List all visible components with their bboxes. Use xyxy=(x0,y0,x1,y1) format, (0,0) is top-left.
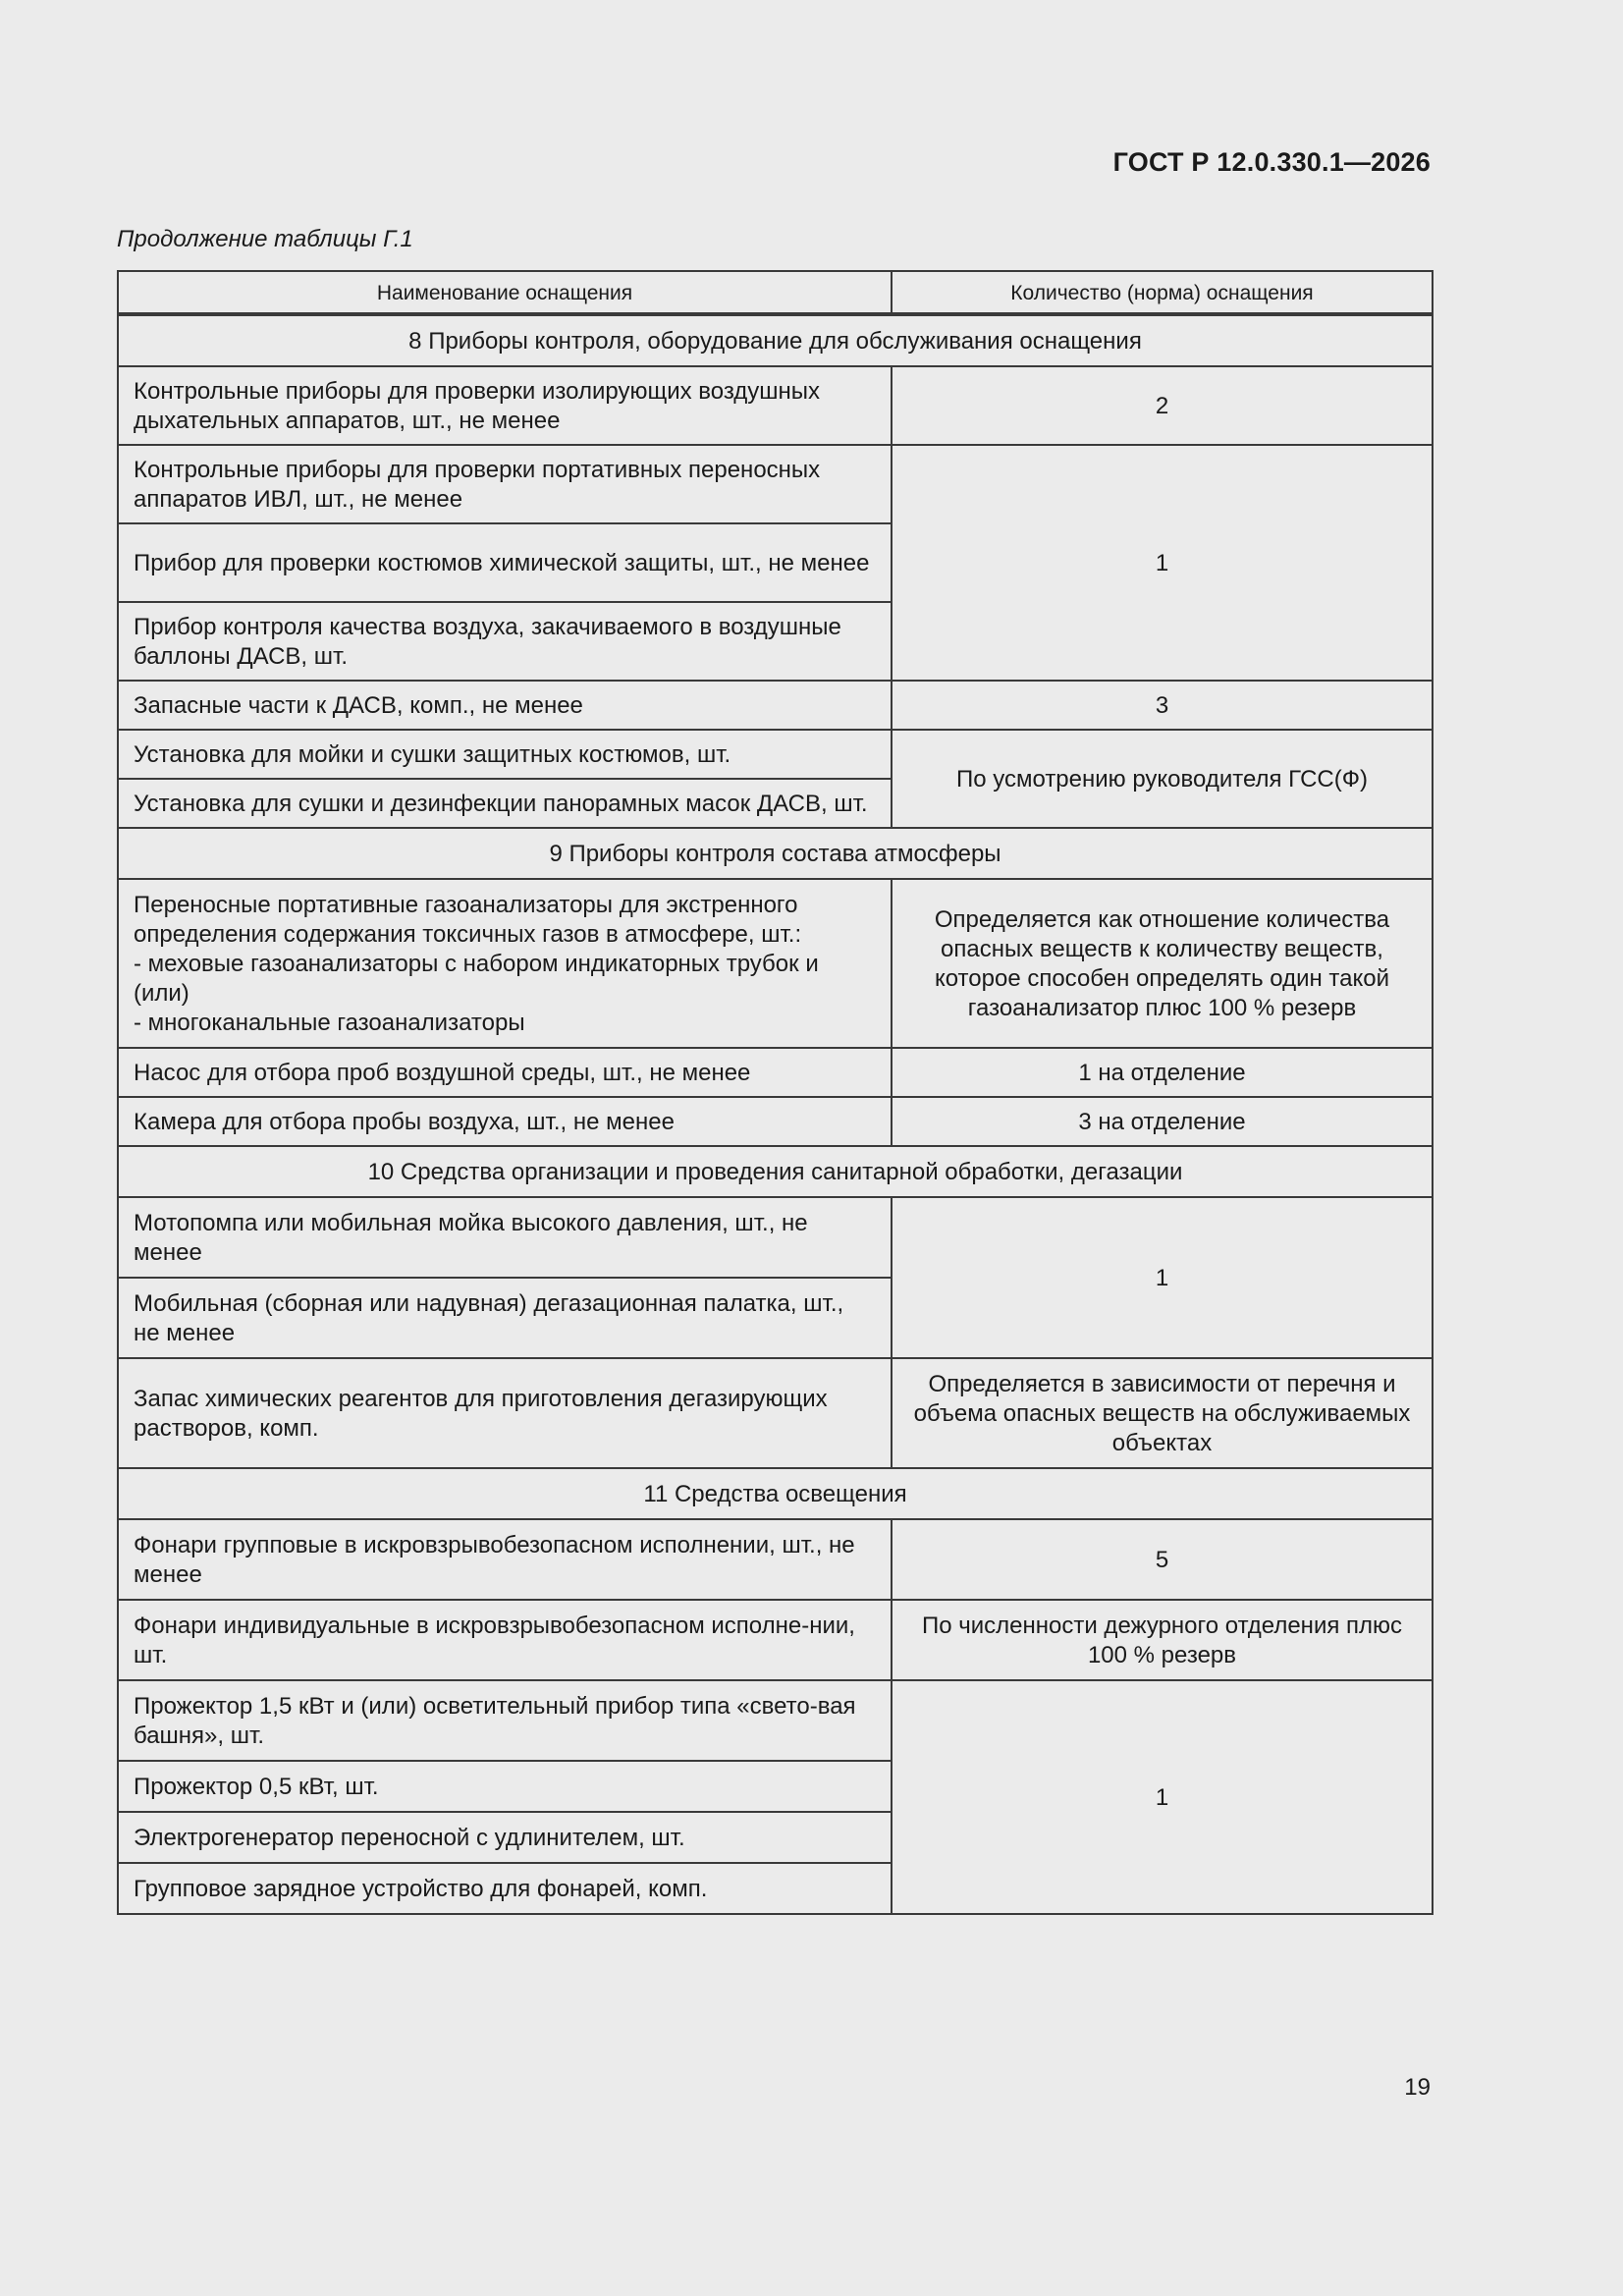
item-name: Запасные части к ДАСВ, комп., не менее xyxy=(118,681,892,730)
section-title: 11 Средства освещения xyxy=(118,1468,1433,1519)
column-header-name: Наименование оснащения xyxy=(118,271,892,313)
item-name: Фонари групповые в искровзрывобезопасном исполнении, шт., не менее xyxy=(118,1519,892,1600)
table-row xyxy=(118,1048,1433,1097)
item-quantity: По численности дежурного отделения плюс 100 % резерв xyxy=(892,1600,1433,1680)
table-row xyxy=(118,1680,1433,1761)
item-quantity: 3 на отделение xyxy=(892,1097,1433,1146)
item-name: Мобильная (сборная или надувная) дегазационная палатка, шт., не менее xyxy=(118,1278,892,1358)
item-quantity: Определяется в зависимости от перечня и объема опасных веществ на обслуживаемых объектах xyxy=(892,1358,1433,1468)
item-quantity: 2 xyxy=(892,366,1433,445)
item-name: Контрольные приборы для проверки портативных переносных аппаратов ИВЛ, шт., не менее xyxy=(118,445,892,523)
table-row xyxy=(118,879,1433,1048)
item-quantity: 1 xyxy=(892,445,1433,681)
item-name: Прожектор 0,5 кВт, шт. xyxy=(118,1761,892,1812)
item-name: Групповое зарядное устройство для фонарей, комп. xyxy=(118,1863,892,1914)
section-title: 10 Средства организации и проведения санитарной обработки, дегазации xyxy=(118,1146,1433,1197)
section-10-row xyxy=(118,1146,1433,1197)
table-row xyxy=(118,1197,1433,1278)
section-title: 9 Приборы контроля состава атмосферы xyxy=(118,828,1433,879)
item-name: Установка для сушки и дезинфекции панорамных масок ДАСВ, шт. xyxy=(118,779,892,828)
item-quantity: 1 xyxy=(892,1680,1433,1914)
item-name: Контрольные приборы для проверки изолирующих воздушных дыхательных аппаратов, шт., не менее xyxy=(118,366,892,445)
table-row xyxy=(118,445,1433,523)
item-name-line: Переносные портативные газоанализаторы для экстренного определения содержания токсичных газов в атмосфере, шт.: xyxy=(134,891,802,948)
section-9-row xyxy=(118,828,1433,879)
item-name-bullet: - меховые газоанализаторы с набором индикаторных трубок и (или) xyxy=(134,950,819,1007)
table-row xyxy=(118,681,1433,730)
section-11-row xyxy=(118,1468,1433,1519)
item-quantity: Определяется как отношение количества опасных веществ к количеству веществ, которое способен определять один такой газоанализатор плюс 100 % резерв xyxy=(892,879,1433,1048)
item-name: Запас химических реагентов для приготовления дегазирующих растворов, комп. xyxy=(118,1358,892,1468)
table-row xyxy=(118,1358,1433,1468)
section-title: 8 Приборы контроля, оборудование для обслуживания оснащения xyxy=(118,315,1433,366)
document-code: ГОСТ Р 12.0.330.1—2026 xyxy=(1112,147,1431,177)
item-quantity: По усмотрению руководителя ГСС(Ф) xyxy=(892,730,1433,828)
section-8-row xyxy=(118,315,1433,366)
item-name: Электрогенератор переносной с удлинителем, шт. xyxy=(118,1812,892,1863)
table-row xyxy=(118,1519,1433,1600)
equipment-table xyxy=(117,270,1434,1915)
item-quantity: 5 xyxy=(892,1519,1433,1600)
item-quantity: 1 xyxy=(892,1197,1433,1358)
column-header-quantity: Количество (норма) оснащения xyxy=(892,271,1433,313)
table-row xyxy=(118,730,1433,779)
item-quantity: 3 xyxy=(892,681,1433,730)
item-name: Прибор для проверки костюмов химической защиты, шт., не менее xyxy=(118,523,892,602)
table-row xyxy=(118,1097,1433,1146)
item-name: Мотопомпа или мобильная мойка высокого давления, шт., не менее xyxy=(118,1197,892,1278)
table-row xyxy=(118,366,1433,445)
page-number: 19 xyxy=(1404,2074,1431,2101)
item-name: Установка для мойки и сушки защитных костюмов, шт. xyxy=(118,730,892,779)
item-name: Фонари индивидуальные в искровзрывобезопасном исполне-нии, шт. xyxy=(118,1600,892,1680)
item-name: Прожектор 1,5 кВт и (или) осветительный прибор типа «свето-вая башня», шт. xyxy=(118,1680,892,1761)
item-name-bullet: - многоканальные газоанализаторы xyxy=(134,1009,525,1036)
table-caption: Продолжение таблицы Г.1 xyxy=(117,226,413,252)
item-name: Камера для отбора пробы воздуха, шт., не менее xyxy=(118,1097,892,1146)
item-name: Насос для отбора проб воздушной среды, шт., не менее xyxy=(118,1048,892,1097)
table-row xyxy=(118,1600,1433,1680)
table-header-row xyxy=(118,271,1433,313)
item-quantity: 1 на отделение xyxy=(892,1048,1433,1097)
item-name: Прибор контроля качества воздуха, закачиваемого в воздушные баллоны ДАСВ, шт. xyxy=(118,602,892,681)
item-name xyxy=(118,879,892,1048)
